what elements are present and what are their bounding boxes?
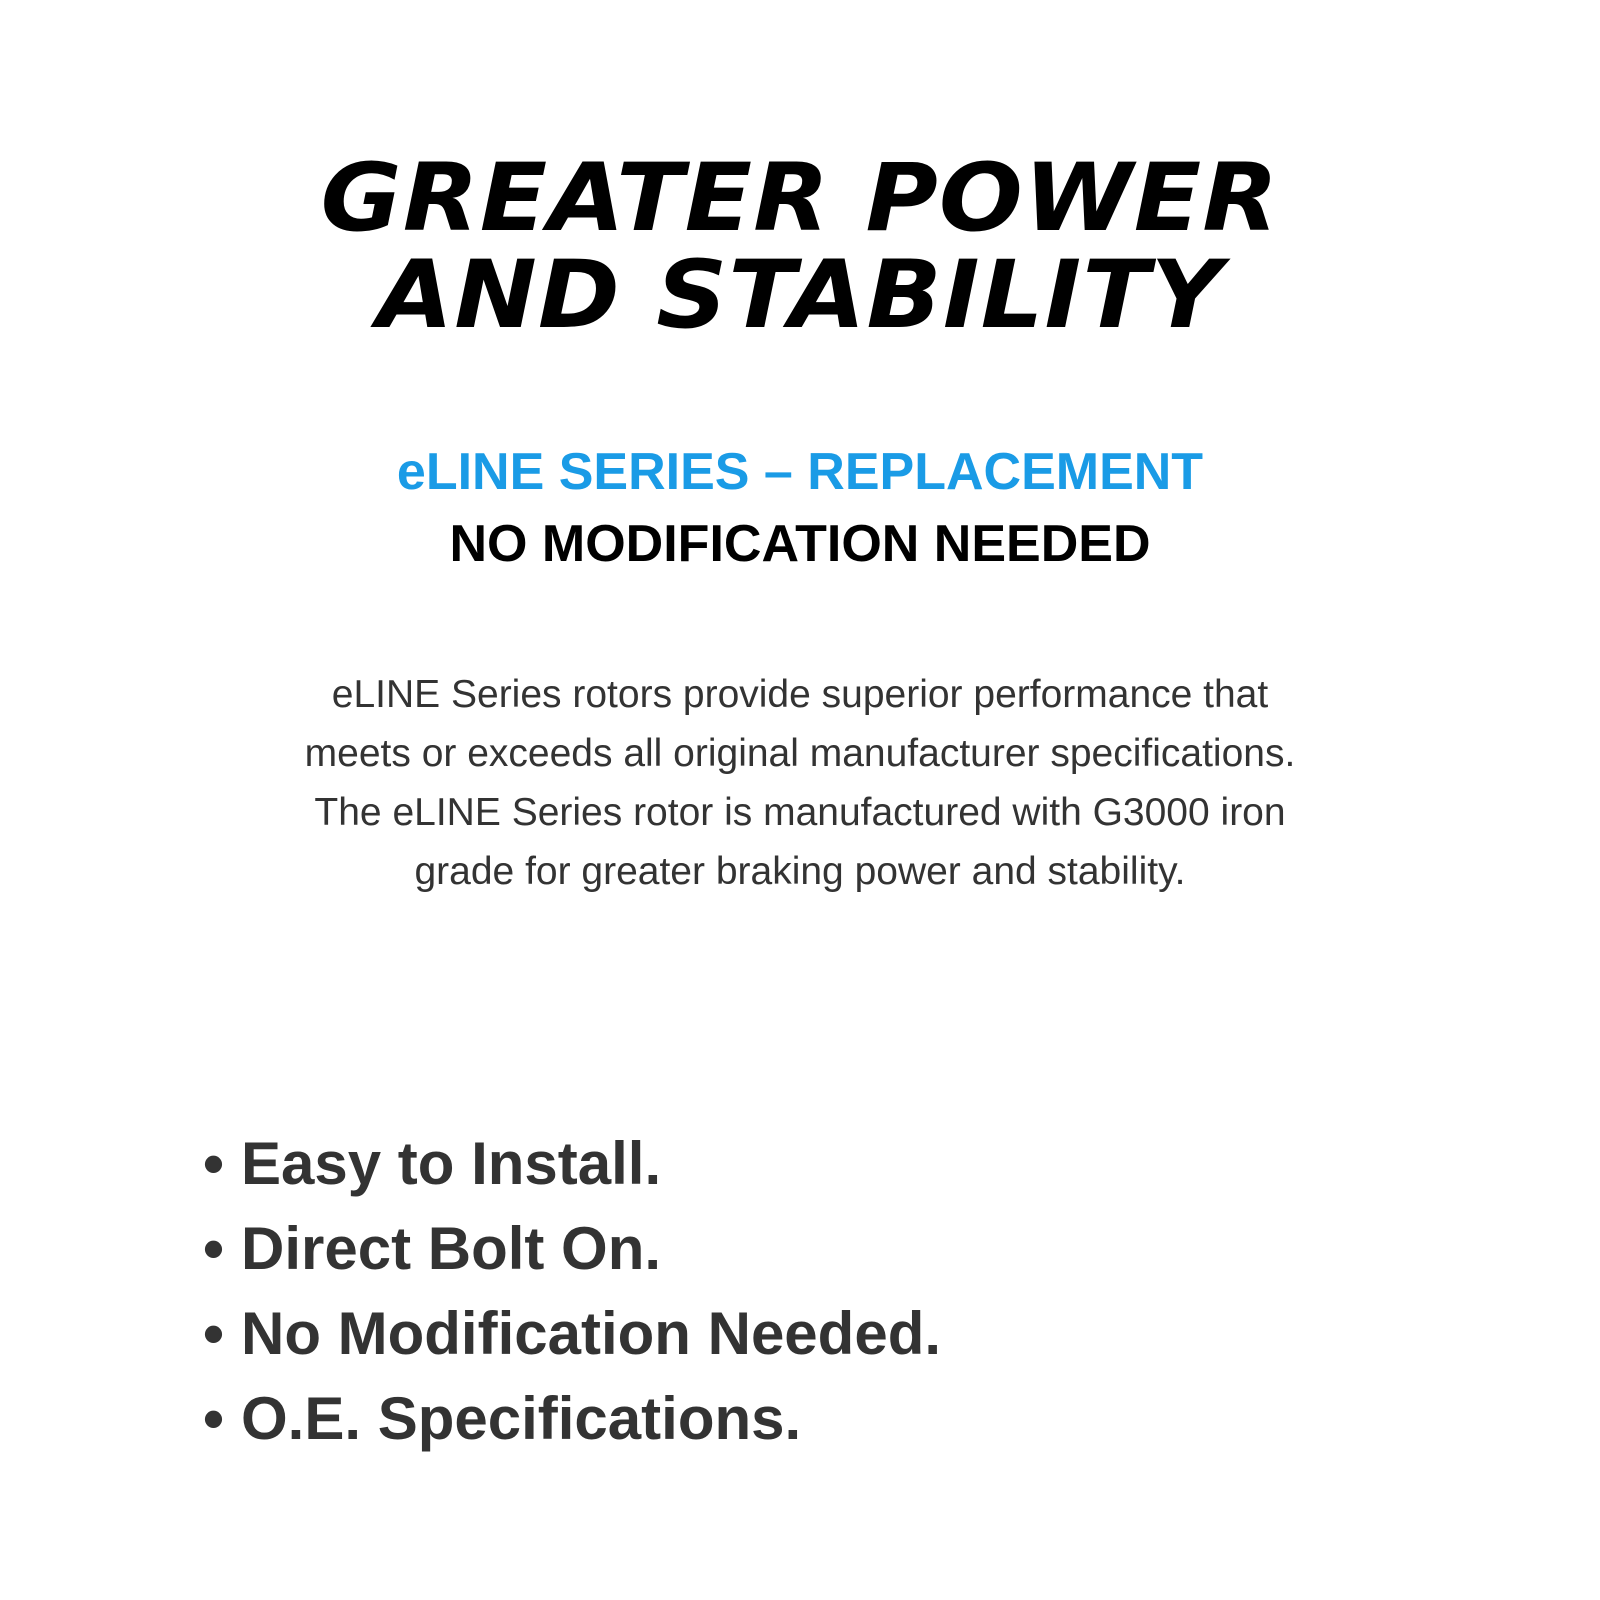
feature-text: Easy to Install. — [241, 1130, 662, 1197]
no-modification-title: NO MODIFICATION NEEDED — [449, 515, 1151, 573]
subhead — [0, 436, 1600, 580]
bullet-icon: • — [203, 1215, 225, 1282]
description-line: The eLINE Series rotor is manufactured with G3000 iron — [314, 791, 1286, 834]
headline-line-1: GREATER POWER — [320, 144, 1280, 253]
description-line: meets or exceeds all original manufacturer specifications. — [304, 732, 1296, 775]
bullet-icon: • — [203, 1130, 225, 1197]
bullet-icon: • — [203, 1300, 225, 1367]
feature-text: O.E. Specifications. — [241, 1385, 802, 1452]
feature-item — [203, 1121, 941, 1206]
feature-list — [203, 1121, 941, 1461]
headline — [0, 144, 1600, 350]
feature-item — [203, 1206, 941, 1291]
feature-text: Direct Bolt On. — [241, 1215, 662, 1282]
description-line: grade for greater braking power and stability. — [414, 850, 1186, 893]
feature-item — [203, 1376, 941, 1461]
bullet-icon: • — [203, 1385, 225, 1452]
description-paragraph — [200, 665, 1400, 901]
description-line: eLINE Series rotors provide superior performance that — [331, 673, 1269, 716]
feature-item — [203, 1291, 941, 1376]
series-title: eLINE SERIES – REPLACEMENT — [396, 443, 1204, 501]
headline-line-2: AND STABILITY — [376, 241, 1224, 350]
feature-text: No Modification Needed. — [241, 1300, 942, 1367]
